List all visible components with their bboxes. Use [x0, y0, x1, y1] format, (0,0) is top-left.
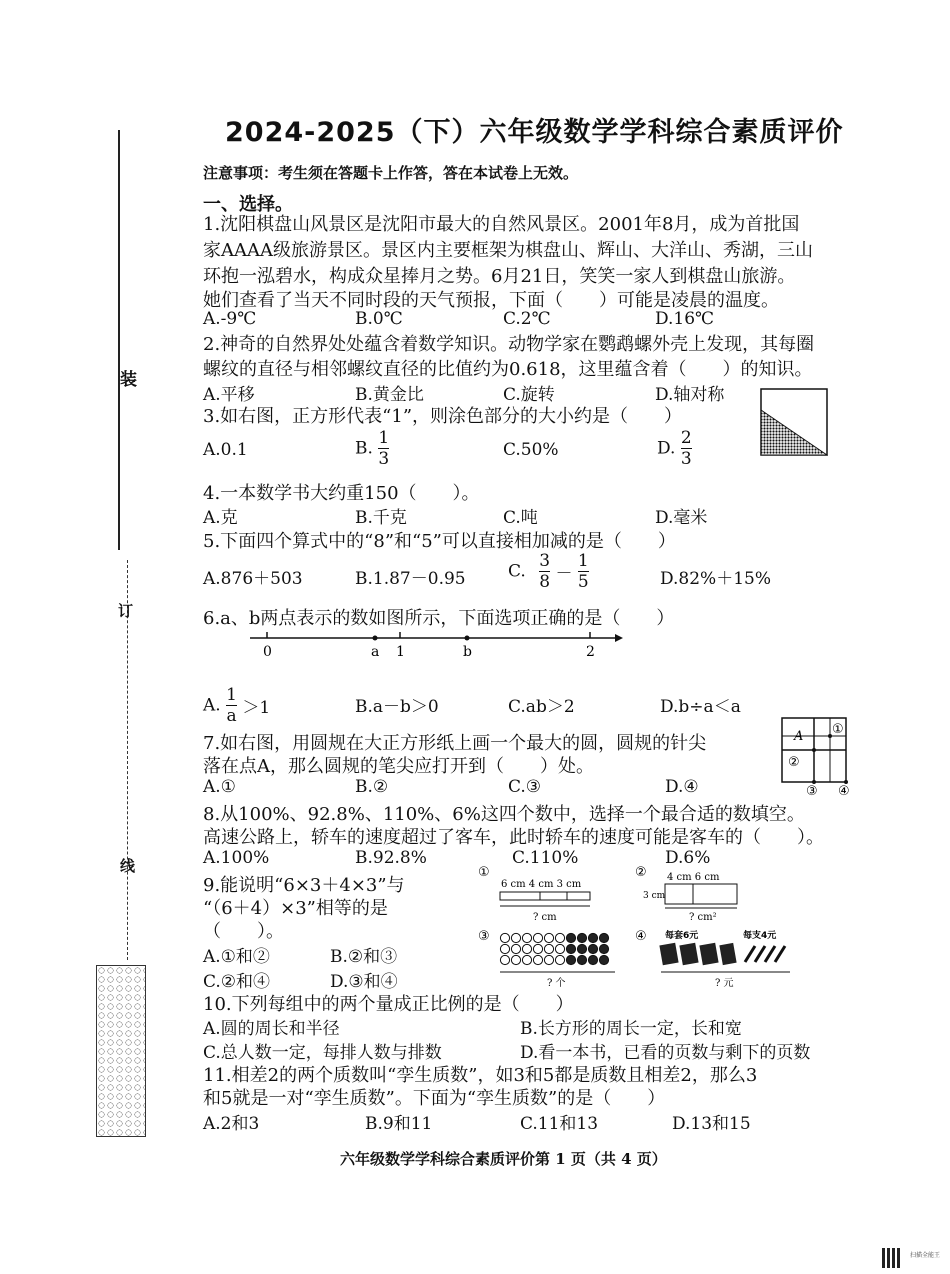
q8-option-d: D.6% — [665, 848, 711, 868]
q9-figure-3-dot — [544, 955, 553, 964]
q2-option-d: D.轴对称 — [655, 385, 725, 405]
q11-line-1: 11.相差2的两个质数叫“孪生质数”，如3和5都是质数且相差2，那么3 — [203, 1065, 758, 1086]
q5-c-num-1: 3 — [539, 551, 551, 571]
q9-figure-3-dot — [500, 955, 509, 964]
q9-figure-mark-4: ④ — [635, 929, 647, 944]
q9-figure-3-dot — [522, 933, 531, 942]
q5-c-fraction-2 — [578, 551, 589, 592]
section-heading: 一、选择。 — [203, 194, 293, 215]
q10-option-d: D.看一本书，已看的页数与剩下的页数 — [520, 1043, 811, 1063]
q3-line-1: 3.如右图，正方形代表“1”，则涂色部分的大小约是（ ） — [203, 406, 683, 427]
q9-figure-3-dot — [599, 955, 608, 964]
q6-option-d: D.b÷a＜a — [660, 697, 741, 717]
binding-char-zhuang: 装 — [120, 370, 137, 390]
q3-option-b-label: B. — [355, 438, 373, 459]
q9-figure-3-dot — [500, 944, 509, 953]
q9-figure-mark-1: ① — [478, 865, 490, 880]
q1-line-1: 1.沈阳棋盘山风景区是沈阳市最大的自然风景区。2001年8月，成为首批国 — [203, 214, 800, 235]
q9-figure-2-bottom: ? cm² — [689, 912, 717, 923]
q1-line-4: 她们查看了当天不同时段的天气预报，下面（ ）可能是凌晨的温度。 — [203, 290, 779, 311]
q9-figure-3-dot — [577, 955, 586, 964]
q5-option-c-label: C. — [508, 561, 526, 582]
q7-option-b: B.② — [355, 777, 389, 797]
q6-axis-label-2: 2 — [586, 644, 595, 660]
q9-figure-3-dot — [566, 955, 575, 964]
q2-option-a: A.平移 — [203, 385, 255, 405]
q5-option-c — [508, 551, 589, 592]
q5-c-den-2: 5 — [577, 572, 589, 592]
q10-option-c: C.总人数一定，每排人数与排数 — [203, 1043, 442, 1063]
q2-line-2: 螺纹的直径与相邻螺纹直径的比值约为0.618，这里蕴含着（ ）的知识。 — [203, 359, 813, 380]
q6-number-line — [245, 628, 625, 662]
q9-figure-3-dot — [599, 944, 608, 953]
q9-figure-mark-3: ③ — [478, 929, 490, 944]
q6-a-tail: ＞1 — [242, 698, 271, 718]
q1-option-b: B.0℃ — [355, 309, 403, 329]
q7-line-2: 落在点A，那么圆规的笔尖应打开到（ ）处。 — [203, 756, 594, 777]
q9-line-1: 9.能说明“6×3＋4×3”与 — [203, 875, 405, 896]
q8-line-1: 8.从100%、92.8%、110%、6%这四个数中，选择一个最合适的数填空。 — [203, 804, 805, 825]
q3-option-d-label: D. — [657, 438, 676, 459]
page-footer: 六年级数学学科综合素质评价第 1 页（共 4 页） — [340, 1150, 667, 1168]
q6-a-den: a — [226, 706, 237, 726]
q9-figure-3-dots — [500, 933, 608, 964]
q5-c-operator: － — [555, 564, 573, 584]
q8-option-b: B.92.8% — [355, 848, 427, 868]
q6-a-fraction — [226, 685, 237, 726]
q11-option-b: B.9和11 — [365, 1114, 433, 1134]
q3-option-b-fraction — [378, 428, 389, 469]
q3-option-d — [657, 428, 692, 469]
q7-mark-3: ③ — [806, 784, 818, 796]
q9-figure-3-dot — [577, 944, 586, 953]
q9-figure-3-dot — [588, 955, 597, 964]
page-title: 2024-2025（下）六年级数学学科综合素质评价 — [225, 117, 844, 148]
q5-option-a: A.876＋503 — [203, 569, 303, 589]
q9-option-c: C.②和④ — [203, 972, 271, 992]
q2-line-1: 2.神奇的自然界处处蕴含着数学知识。动物学家在鹦鹉螺外壳上发现，其每圈 — [203, 334, 815, 355]
q9-figure-3-dot — [511, 933, 520, 942]
q9-figure-3-dot — [577, 933, 586, 942]
q5-option-d: D.82%＋15% — [660, 569, 771, 589]
q6-axis-label-1: 1 — [396, 644, 405, 660]
q9-figure-mark-2: ② — [635, 865, 647, 880]
q3-d-numerator: 2 — [680, 428, 692, 448]
q9-figure-3-dot — [522, 944, 531, 953]
q7-point-a: A — [794, 729, 804, 744]
q6-axis-label-0: 0 — [263, 644, 272, 660]
binding-char-ding: 订 — [118, 602, 134, 620]
q3-b-numerator: 1 — [378, 428, 390, 448]
q2-option-b: B.黄金比 — [355, 385, 424, 405]
q7-line-1: 7.如右图，用圆规在大正方形纸上画一个最大的圆，圆规的针尖 — [203, 733, 707, 754]
q10-option-b: B.长方形的周长一定，长和宽 — [520, 1019, 742, 1039]
q6-option-a — [203, 685, 270, 726]
q6-option-a-label: A. — [203, 695, 221, 716]
q9-figure-3-dot — [511, 955, 520, 964]
q11-option-d: D.13和15 — [672, 1114, 751, 1134]
q7-mark-4: ④ — [838, 784, 850, 796]
q9-figure-2-top: 4 cm 6 cm — [667, 872, 720, 883]
q9-figure-2-side: 3 cm — [643, 891, 666, 901]
q9-figure-3-dot — [555, 933, 564, 942]
q7-option-d: D.④ — [665, 777, 699, 797]
q10-option-a: A.圆的周长和半径 — [203, 1019, 340, 1039]
q7-option-c: C.③ — [508, 777, 542, 797]
q8-option-c: C.110% — [512, 848, 579, 868]
q7-grid-figure — [780, 716, 855, 796]
scanner-watermark: 扫描全能王 — [910, 1252, 941, 1259]
q4-option-a: A.克 — [203, 508, 238, 528]
q9-figure-3-dot — [566, 944, 575, 953]
q8-line-2: 高速公路上，轿车的速度超过了客车，此时轿车的速度可能是客车的（ ）。 — [203, 827, 824, 848]
q6-line-1: 6.a、b两点表示的数如图所示，下面选项正确的是（ ） — [203, 608, 675, 629]
q1-option-c: C.2℃ — [503, 309, 551, 329]
q4-option-c: C.吨 — [503, 508, 538, 528]
q9-figure-3-dot — [588, 944, 597, 953]
q3-b-denominator: 3 — [378, 449, 390, 469]
q5-c-den-1: 8 — [539, 572, 551, 592]
q9-figures — [475, 862, 805, 992]
q11-option-c: C.11和13 — [520, 1114, 599, 1134]
q9-option-d: D.③和④ — [330, 972, 398, 992]
q5-line-1: 5.下面四个算式中的“8”和“5”可以直接相加减的是（ ） — [203, 531, 676, 552]
q9-figure-4-sets — [659, 943, 785, 965]
binding-char-xian: 线 — [120, 857, 136, 875]
q7-mark-1: ① — [832, 722, 844, 737]
q3-option-d-fraction — [681, 428, 692, 469]
q7-option-a: A.① — [203, 777, 236, 797]
q4-option-b: B.千克 — [355, 508, 407, 528]
q9-figure-4-label-1: 每套6元 — [665, 931, 699, 941]
q3-square-figure — [760, 388, 828, 456]
q9-line-2: “（6＋4）×3”相等的是 — [203, 898, 388, 919]
q1-option-a: A.-9℃ — [203, 309, 257, 329]
q9-figure-3-dot — [555, 955, 564, 964]
q3-option-b — [355, 428, 389, 469]
q9-figure-3-dot — [544, 944, 553, 953]
q10-line-1: 10.下列每组中的两个量成正比例的是（ ） — [203, 994, 574, 1015]
q9-figure-3-dot — [566, 933, 575, 942]
q6-option-c: C.ab＞2 — [508, 697, 575, 717]
notice: 注意事项：考生须在答题卡上作答，答在本试卷上无效。 — [203, 164, 579, 182]
q9-figure-3-bottom: ? 个 — [547, 978, 566, 989]
q8-option-a: A.100% — [203, 848, 270, 868]
q11-option-a: A.2和3 — [203, 1114, 260, 1134]
q9-option-b: B.②和③ — [330, 947, 398, 967]
q9-figure-4-label-2: 每支4元 — [743, 931, 777, 941]
q3-option-a: A.0.1 — [203, 440, 248, 460]
q9-figure-3-dot — [500, 933, 509, 942]
q1-option-d: D.16℃ — [655, 309, 715, 329]
q4-option-d: D.毫米 — [655, 508, 708, 528]
q9-figure-3-dot — [511, 944, 520, 953]
q6-option-b: B.a－b＞0 — [355, 697, 439, 717]
q3-option-c: C.50% — [503, 440, 559, 460]
q4-line-1: 4.一本数学书大约重150（ ）。 — [203, 483, 480, 504]
q9-figure-3-dot — [544, 933, 553, 942]
q5-c-fraction-1 — [539, 551, 550, 592]
q3-d-denominator: 3 — [680, 449, 692, 469]
q1-line-2: 家AAAA级旅游景区。景区内主要框架为棋盘山、辉山、大洋山、秀湖，三山 — [203, 240, 813, 261]
q9-figure-3-dot — [522, 955, 531, 964]
q6-axis-label-a: a — [371, 644, 380, 660]
q9-figure-3-dot — [533, 933, 542, 942]
q6-axis-label-b: b — [463, 644, 472, 660]
q7-mark-2: ② — [788, 755, 800, 770]
q6-a-num: 1 — [226, 685, 237, 705]
q9-option-a: A.①和② — [203, 947, 270, 967]
q5-option-b: B.1.87－0.95 — [355, 569, 466, 589]
q11-line-2: 和5就是一对“孪生质数”。下面为“孪生质数”的是（ ） — [203, 1088, 666, 1109]
q9-figure-3-dot — [599, 933, 608, 942]
q9-figure-1-top: 6 cm 4 cm 3 cm — [501, 879, 582, 890]
scanner-qr-icon — [882, 1248, 902, 1268]
binding-line-upper — [118, 130, 120, 550]
q9-figure-3-dot — [555, 944, 564, 953]
q1-line-3: 环抱一泓碧水，构成众星捧月之势。6月21日，笑笑一家人到棋盘山旅游。 — [203, 266, 796, 287]
q9-line-3: （ ）。 — [203, 921, 284, 942]
q9-figure-1-bottom: ? cm — [533, 912, 557, 923]
q9-figure-4-bottom: ? 元 — [715, 978, 734, 989]
binding-hex-pattern — [96, 965, 146, 1137]
q9-figure-3-dot — [533, 944, 542, 953]
q9-figure-3-dot — [533, 955, 542, 964]
q5-c-num-2: 1 — [577, 551, 589, 571]
q9-figure-3-dot — [588, 933, 597, 942]
q2-option-c: C.旋转 — [503, 385, 555, 405]
